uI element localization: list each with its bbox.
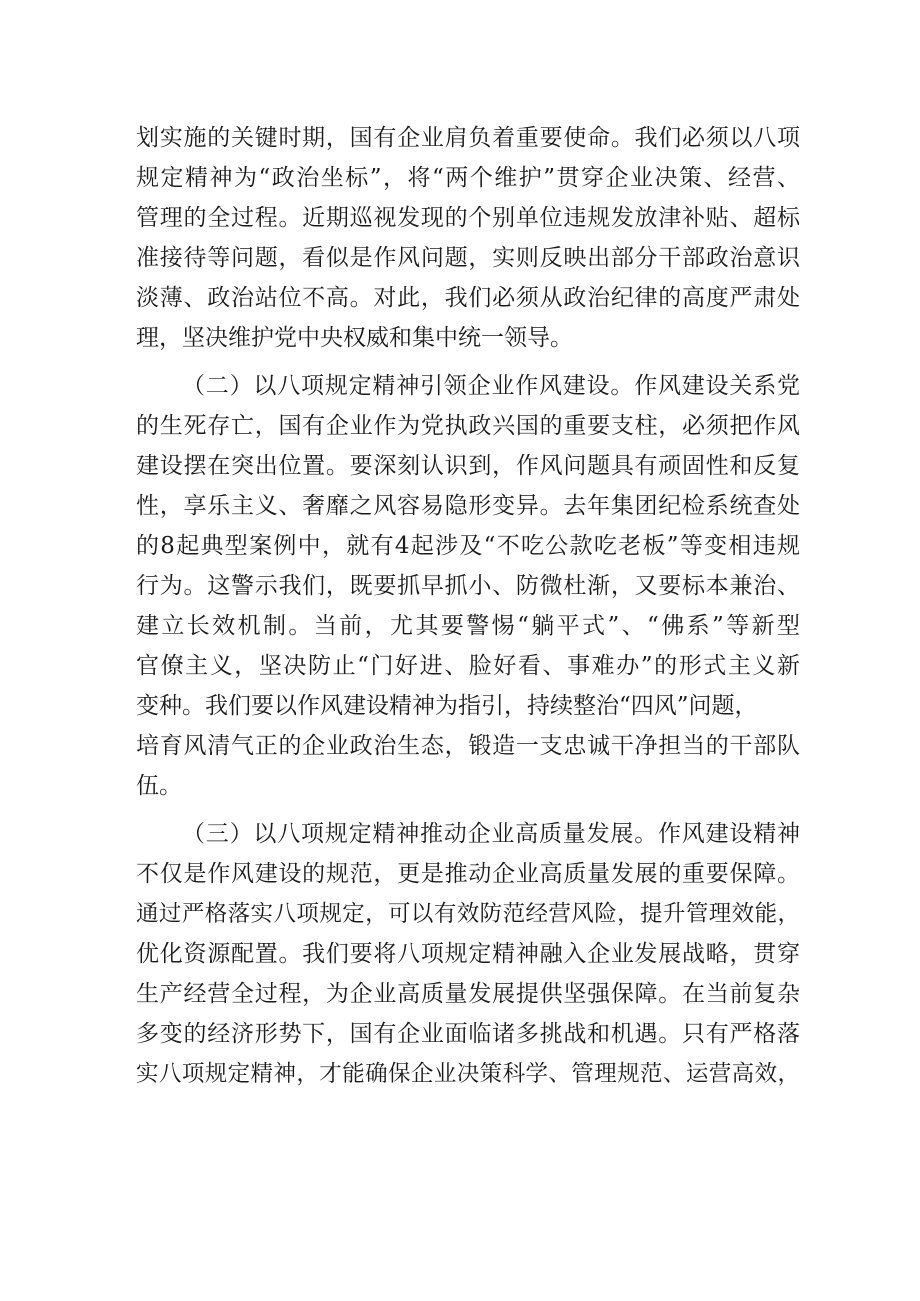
paragraph-2 [136, 366, 800, 806]
paragraph-3 [136, 814, 800, 1094]
text-line: 生产经营全过程，为企业高质量发展提供坚强保障。在当前复杂 [136, 981, 800, 1007]
text-line: 性，享乐主义、奢靡之风容易隐形变异。去年集团纪检系统查处 [136, 493, 800, 519]
text-line: 管理的全过程。近期巡视发现的个别单位违规发放津补贴、超标 [136, 205, 800, 231]
text-line: 变种。我们要以作风建设精神为指引，持续整治“四风”问题， [136, 693, 758, 719]
text-line: 建立长效机制。当前，尤其要警惕“躺平式”、“佛系”等新型 [136, 613, 800, 639]
text-line-indented: （二）以八项规定精神引领企业作风建设。作风建设关系党 [182, 373, 800, 399]
text-line: 官僚主义，坚决防止“门好进、脸好看、事难办”的形式主义新 [136, 653, 800, 679]
text-line: 培育风清气正的企业政治生态，锻造一支忠诚干净担当的干部队 [136, 733, 800, 759]
text-line: 的8起典型案例中，就有4起涉及“不吃公款吃老板”等变相违规 [136, 533, 800, 559]
text-line: 通过严格落实八项规定，可以有效防范经营风险，提升管理效能， [136, 901, 800, 927]
text-line: 淡薄、政治站位不高。对此，我们必须从政治纪律的高度严肃处 [136, 285, 800, 311]
text-line: 伍。 [136, 773, 182, 799]
text-line: 的生死存亡，国有企业作为党执政兴国的重要支柱，必须把作风 [136, 413, 800, 439]
text-line: 划实施的关键时期，国有企业肩负着重要使命。我们必须以八项 [136, 125, 800, 151]
text-line: 理，坚决维护党中央权威和集中统一领导。 [136, 325, 573, 351]
text-line: 准接待等问题，看似是作风问题，实则反映出部分干部政治意识 [136, 245, 800, 271]
text-line: 规定精神为“政治坐标”，将“两个维护”贯穿企业决策、经营、 [136, 165, 800, 191]
paragraph-1 [136, 118, 800, 358]
text-line: 多变的经济形势下，国有企业面临诸多挑战和机遇。只有严格落 [136, 1021, 800, 1047]
document-body [136, 118, 800, 1102]
text-line-indented: （三）以八项规定精神推动企业高质量发展。作风建设精神 [182, 821, 800, 847]
text-line: 不仅是作风建设的规范，更是推动企业高质量发展的重要保障。 [136, 861, 800, 887]
text-line: 实八项规定精神，才能确保企业决策科学、管理规范、运营高效， [136, 1061, 800, 1087]
text-line: 行为。这警示我们，既要抓早抓小、防微杜渐，又要标本兼治、 [136, 573, 800, 599]
text-line: 建设摆在突出位置。要深刻认识到，作风问题具有顽固性和反复 [136, 453, 800, 479]
text-line: 优化资源配置。我们要将八项规定精神融入企业发展战略，贯穿 [136, 941, 800, 967]
